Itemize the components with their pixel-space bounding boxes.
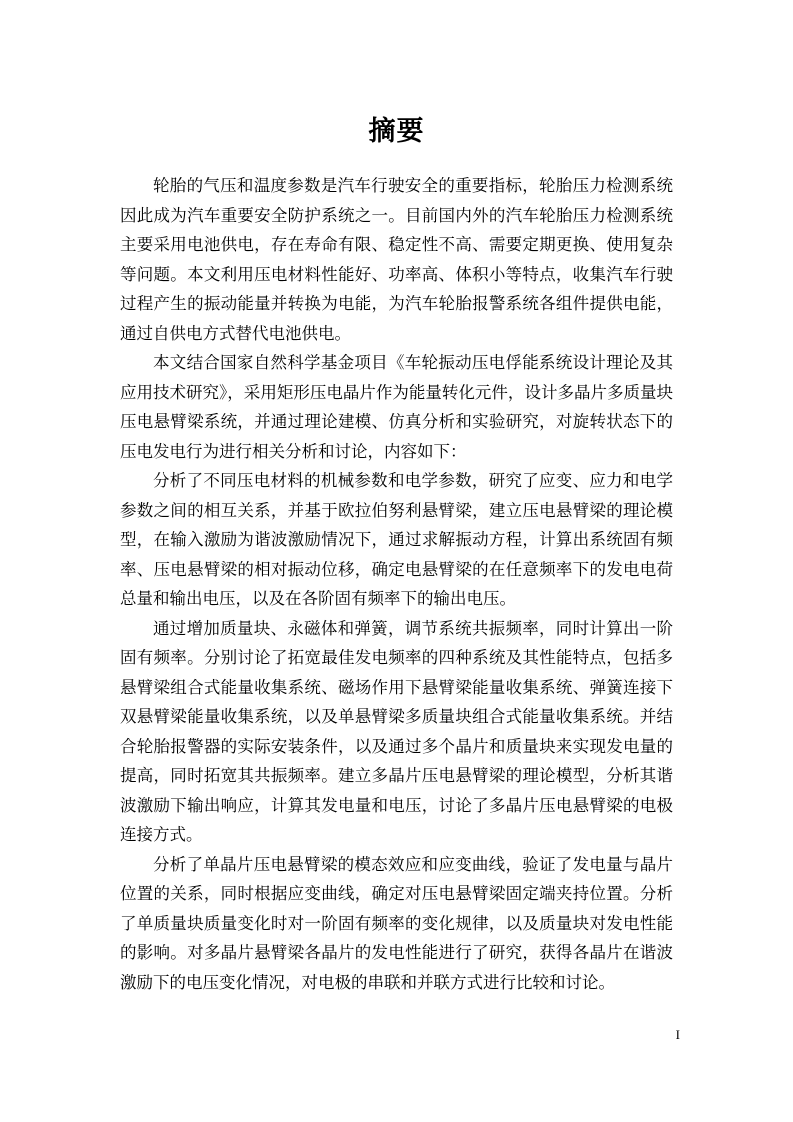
page-number: I — [675, 1027, 680, 1042]
abstract-body — [120, 171, 673, 997]
page-title: 摘要 — [368, 116, 425, 147]
abstract-paragraph-2: 本文结合国家自然科学基金项目《车轮振动压电俘能系统设计理论及其应用技术研究》，采用矩形压电晶片作为能量转化元件，设计多晶片多质量块压电悬臂梁系统，并通过理论建模、仿真分析和实验研究，对旋转状态下的压电发电行为进行相关分析和讨论，内容如下： — [120, 353, 673, 461]
abstract-paragraph-4: 通过增加质量块、永磁体和弹簧，调节系统共振频率，同时计算出一阶固有频率。分别讨论了拓宽最佳发电频率的四种系统及其性能特点，包括多悬臂梁组合式能量收集系统、磁场作用下悬臂梁能量收集系统、弹簧连接下双悬臂梁能量收集系统，以及单悬臂梁多质量块组合式能量收集系统。并结合轮胎报警器的实际安装条件，以及通过多个晶片和质量块来实现发电量的提高，同时拓宽其共振频率。建立多晶片压电悬臂梁的理论模型，分析其谐波激励下输出响应，计算其发电量和电压，讨论了多晶片压电悬臂梁的电极连接方式。 — [120, 618, 673, 844]
abstract-paragraph-3: 分析了不同压电材料的机械参数和电学参数，研究了应变、应力和电学参数之间的相互关系，并基于欧拉伯努利悬臂梁，建立压电悬臂梁的理论模型，在输入激励为谐波激励情况下，通过求解振动方程，计算出系统固有频率、压电悬臂梁的相对振动位移，确定电悬臂梁的在任意频率下的发电电荷总量和输出电压，以及在各阶固有频率下的输出电压。 — [120, 471, 673, 608]
abstract-paragraph-1: 轮胎的气压和温度参数是汽车行驶安全的重要指标，轮胎压力检测系统因此成为汽车重要安全防护系统之一。目前国内外的汽车轮胎压力检测系统主要采用电池供电，存在寿命有限、稳定性不高、需要定期更换、使用复杂等问题。本文利用压电材料性能好、功率高、体积小等特点，收集汽车行驶过程产生的振动能量并转换为电能，为汽车轮胎报警系统各组件提供电能，通过自供电方式替代电池供电。 — [120, 176, 673, 343]
abstract-paragraph-5: 分析了单晶片压电悬臂梁的模态效应和应变曲线，验证了发电量与晶片位置的关系，同时根据应变曲线，确定对压电悬臂梁固定端夹持位置。分析了单质量块质量变化时对一阶固有频率的变化规律，以及质量块对发电性能的影响。对多晶片悬臂梁各晶片的发电性能进行了研究，获得各晶片在谐波激励下的电压变化情况，对电极的串联和并联方式进行比较和讨论。 — [120, 854, 673, 992]
